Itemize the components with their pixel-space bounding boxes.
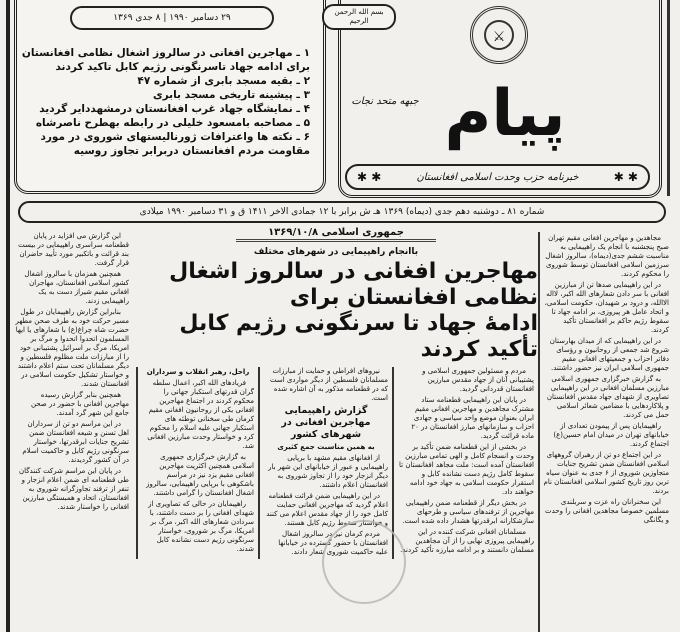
emblem-sword-icon: ⚔ (484, 20, 514, 50)
paragraph: مردم کرمان نیز در سالروز اشغال افغانستان با حضور گسترده در خیابانها علیه حاکمیت شوروی شعار دادند. (278, 530, 388, 556)
source-credit: جمهوری اسلامی ۱۳۶۹/۱۰/۸ (236, 227, 436, 242)
paragraph: نیروهای افراطی و حمایت از مبارزات مسلمانان فلسطین از دیگر مواردی است که در قطعنامه مذکور به آن اشاره شده است. (269, 367, 388, 402)
logo-subscript: جبهه متحد نجات (351, 96, 419, 107)
subkicker: به همین مناسبت جمع کثیری (277, 443, 375, 451)
article-columns (134, 367, 538, 559)
paragraph: راهپیمایان پس از پیمودن تعدادی از خیابانهای تهران در میدان امام حسین(ع) اجتماع کردند. (553, 422, 669, 448)
left-column-article (15, 232, 129, 514)
contents-item[interactable]: ۵ ـ مصاحبه بامسعود خلیلی در رابطه بهطرح ناصرشاه (35, 117, 310, 129)
star-icon: ✱ ✱ (613, 170, 638, 184)
paragraph: در این راهپیمایی ضمن قرائت قطعنامه اعلام گردید که مهاجرین افغانی حمایت کامل خود را از جهاد مقدس اعلام می کنند و خواستار سقوط رژیم کابل هستند. (266, 492, 388, 527)
right-column-article (543, 234, 669, 527)
paragraph: همچنین همزمان با سالروز اشغال کشور اسلامی افغانستان، مهاجران افغانی مقیم شیراز دست به یک راهپیمایی زدند. (24, 270, 129, 305)
headline-line-1: مهاجرین افغانی در سالروز اشغال نظامی افغانستان برای (169, 259, 538, 310)
paragraph: این سخنرانان راه عزت و سربلندی مسلمین خصوصا مجاهدین افغانی را وحدت و یگانگی (545, 498, 669, 524)
paragraph: در این راهپیمایی که از میدان بهارستان شروع شد جمعی از روحانیون و رؤسای دفاتر احزاب و جمعیتهای افغانی مقیم جمهوری اسلامی ایران نیز حضور داشتند. (549, 337, 669, 372)
paragraph: در بخش دیگر از قطعنامه ضمن راهپیمایی مهاجرین از ترفندهای سیاسی و طرحهای سازشکارانه ابرقدرتها هشدار داده شده است. (402, 499, 534, 525)
paragraph: در پایان این راهپیمایی قطعنامه ستاد مشترک مجاهدین و مهاجرین افغانی مقیم ایران بعنوان موضع واحد سیاسی و جهادی احزاب و سازمانهای مبارز افغانستان در ۲۰ ماده قرائت گردید. (411, 396, 534, 440)
contents-date-badge: ۲۹ دسامبر ۱۹۹۰ | ۸ جدی ۱۳۶۹ (70, 6, 274, 30)
contents-item[interactable]: ۱ ـ مهاجرین افغانی در سالروز اشغال نظامی افغانستان برای ادامه جهاد تاسرنگونی رژیم کابل تاکید کردند (21, 47, 310, 73)
contents-item[interactable]: ۴ ـ نمایشگاه جهاد غرب افغانستان درمشهددایر گردید (39, 103, 310, 115)
paragraph: به گزارش خبرگزاری جمهوری اسلامی مبارزین مسلمان افغانی در این راهپیمایی تصاویری از شهدای جهاد مقدس افغانستان و پلاکاردهایی با مضامین شعائر اسلامی حمل می کردند. (546, 375, 669, 419)
paragraph: در بخشی از این قطعنامه ضمن تأکید بر وحدت و انسجام کامل و الهی تمامی مبارزین افغانستان آمده است: ملت مجاهد افغانستان تا سقوط کامل رژیم دست نشانده کابل و استقرار حکومت اسلامی به جهاد خود ادامه خواهند داد. (399, 443, 534, 496)
contents-item[interactable]: ۶ ـ نکته ها واعترافات ژورنالیستهای شوروی در مورد مقاومت مردم افغانستان دربرابر تجاوز روسیه (40, 131, 310, 157)
paragraph: از افغانهای مقیم مشهد با برپایی راهپیمایی و عبور از خیابانهای این شهر بار دیگر انزجار خود را از تجاوز شوروی به افغانستان اعلام داشتند. (268, 454, 388, 489)
main-article (134, 227, 538, 559)
paragraph: در این مراسم دو تن از سرداران اهل تسنن و شیعه افغانستان ضمن تشریح جنایات ابرقدرتها، خواستار سرنگونی رژیم کابل و حاکمیت اسلام در آن کشور گردیدند. (22, 420, 129, 464)
paragraph: مسلمانان افغانی شرکت کننده در این راهپیمایی پیروزی نهایی را از آن مجاهدین مسلمان دانستند و بر ادامه مبارزه تأکید کردند. (400, 528, 534, 554)
article-column-c (394, 367, 538, 557)
masthead-tagline: خبرنامه حزب وحدت اسلامی افغانستان (416, 171, 579, 183)
paragraph: راهپیمایان در حالی که تصاویری از شهدای افغانی را بر دست داشتند، با سردادن شعارهای الله اکبر، مرگ بر امریکا، مرگ بر شوروی، خواستار سرنگونی رژیم دست نشانده کابل شدند. (148, 500, 254, 553)
article-column-a (138, 367, 258, 556)
headline-kicker: باانجام راهپیمایی در شهرهای مختلف (253, 247, 419, 257)
headline-line-2: ادامهٔ جهاد تا سرنگونی رژیم کابل تأکید کردند (179, 311, 538, 362)
paragraph: در پایان این مراسم شرکت کنندگان طی قطعنامه ای ضمن اعلام انزجار و تنفر از ترفند تجاوزگرانه شوروی به افغانستان، اتحاد و همبستگی مبارزین افغانی را خواستار شدند. (19, 467, 129, 511)
paragraph: مردم و مسئولین جمهوری اسلامی و پشتیبانی آنان از جهاد مقدس مبارزین افغانستان قدردانی گردید. (422, 367, 534, 393)
issue-dateline: شماره ۸۱ ـ دوشنبه دهم جدی (دیماه) ۱۳۶۹ هـ ش برابر با ۱۲ جمادی الاخر ۱۴۱۱ ق و ۳۱ دسامبر ۱۹۹۰ میلادی (18, 201, 666, 223)
article-column-b (260, 367, 392, 559)
masthead-tagline-box (345, 164, 650, 190)
paragraph: مجاهدین و مهاجرین افغانی مقیم تهران صبح پنجشنبه با انجام یک راهپیمایی به مناسبت ششم جدی(دیماه)، سالروز اشغال سرزمین اسلامی افغانستان توسط شوروی را محکوم کردند. (545, 234, 669, 278)
column-divider (538, 232, 540, 632)
contents-list (20, 46, 310, 158)
page-edge-right (667, 0, 670, 196)
subheading: گزارش راهپیمایی مهاجرین افغانی در شهرهای کشور (281, 405, 371, 440)
paragraph: به گزارش خبرگزاری جمهوری اسلامی همچنین اکثریت مهاجرین افغانی مقیم یزد نیز در مراسم باشکوهی با برپایی راهپیمایی، سالروز اشغال افغانستان را گرامی داشتند. (146, 453, 254, 497)
paragraph: در این اجتماع دو تن از رهبران گروههای اسلامی افغانستان ضمن تشریح جنایات متجاوزین شوروی از ۶ جدی به عنوان سیاه ترین روز تاریخ کشور اسلامی افغانستان نام بردند. (543, 451, 669, 495)
basmala: بسم الله الرحمن الرحیم (322, 4, 396, 30)
paragraph: بنابراین گزارش راهپیمایان در طول مسیر حرکت خود به طرف صحن مطهر حضرت شاه چراغ(ع) با شعارهای یا ایها المسلمون اتحدوا اتحدوا و مرگ بر امریکا، مرگ بر اسرائیل پشتیبانی خود را از مبارزات ملت مظلوم فلسطین و دیگر مسلمانان تحت ستم اعلام داشتند و خواستار تشکیل حکومت اسلامی در افغانستان شدند. (15, 308, 129, 388)
paragraph: در این راهپیمایی صدها تن از مبارزین افغانی با سر دادن شعارهای الله اکبر، لااله الاالله، و درود بر شهیدان، حکومت اسلامی، و اتحاد عامل هر پیروزی، بر ادامه جهاد تا سقوط رژیم حاکم بر افغانستان تأکید کردند. (544, 281, 669, 334)
newspaper-logo: پیام (444, 77, 566, 151)
paragraph: فریادهای الله اکبر، اعمال سلطه گران قدرتهای استکبار جهانی را محکوم کردند در اجتماع مهاجرین افغانی یکی از روحانیون افغانی مقیم کرمان طی سخنانی توطئه های استکبار جهانی علیه اسلام را محکوم کرد و خواستار وحدت مبارزین افغانی شد. (147, 379, 254, 450)
contents-item[interactable]: ۲ ـ بقیه مسجد بابری از شماره ۴۷ (137, 75, 310, 87)
paragraph: همچنین بنابر گزارش رسیده مهاجرین افغانی با حضور در صحن جامع این شهر گرد آمدند. (30, 391, 129, 417)
column-heading: راحل، رهبر انقلاب و سرداران (146, 368, 250, 376)
star-icon: ✱ ✱ (357, 170, 382, 184)
contents-item[interactable]: ۳ ـ پیشینه تاریخی مسجد بابری (152, 89, 310, 101)
page-edge (6, 0, 10, 632)
paragraph: این گزارش می افزاید در پایان قطعنامه سراسری راهپیمایی در بیست بند قرائت و باتکبیر مورد تأیید حاضران قرار گرفت. (18, 232, 129, 267)
